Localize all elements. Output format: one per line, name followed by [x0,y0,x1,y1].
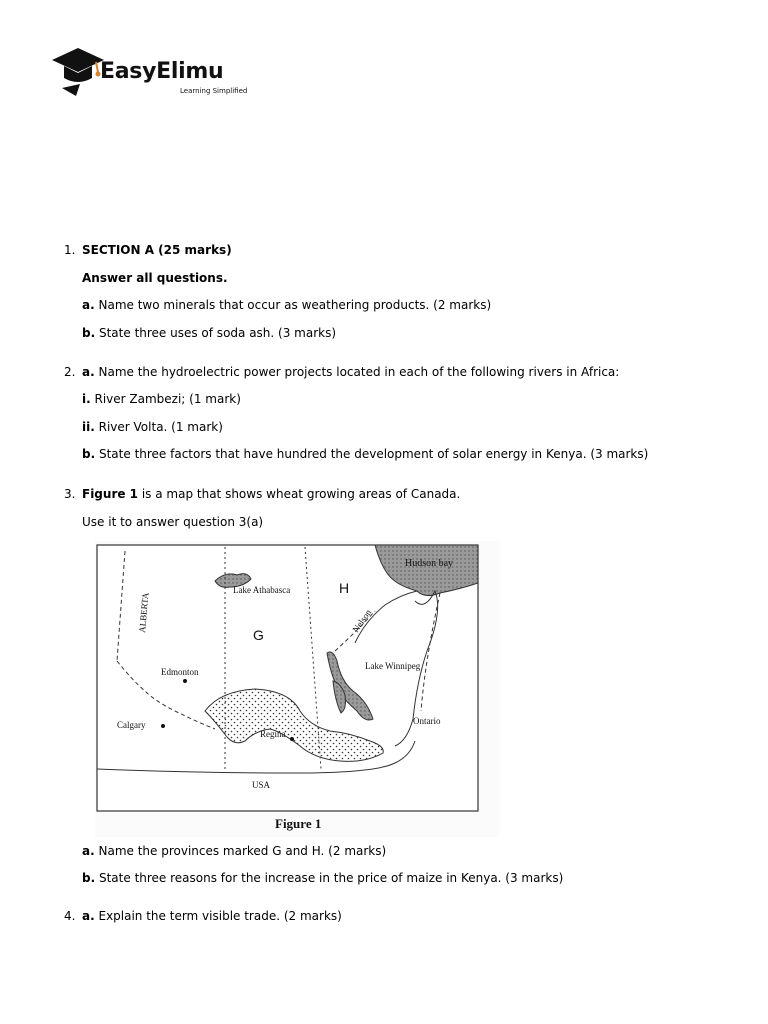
map-label-alberta: ALBERTA [137,592,151,634]
question-number: 3. [64,487,76,501]
question-3b: b. State three reasons for the increase in the price of maize in Kenya. (3 marks) [82,871,564,885]
map-label-hudson: Hudson bay [405,558,454,569]
section-heading: SECTION A (25 marks) [82,243,232,257]
question-number: 2. [64,365,76,379]
instruction: Answer all questions. [82,271,228,285]
brand-tagline: Learning Simplified [180,87,248,95]
map-label-regina: Regina [260,729,286,739]
question-2b: b. State three factors that have hundred the development of solar energy in Kenya. (3 marks) [82,447,649,461]
question-number: 4. [64,909,76,923]
map-label-edmonton: Edmonton [161,667,199,677]
question-number: 1. [64,243,76,257]
brand-logo [50,44,250,100]
map-label-athabasca: Lake Athabasca [233,585,291,595]
map-label-calgary: Calgary [117,720,146,730]
brand-name: EasyElimu [100,59,224,84]
map-label-h: H [339,580,350,596]
map-label-ontario: Ontario [413,716,441,726]
figure-caption: Figure 1 [275,816,322,831]
map-label-nelson: Nelson [350,607,374,635]
question-3a: a. Name the provinces marked G and H. (2 marks) [82,844,387,858]
question-1b: b. State three uses of soda ash. (3 marks) [82,326,337,340]
question-3-intro: Figure 1 is a map that shows wheat growing areas of Canada. [82,487,461,501]
question-4a: a. Explain the term visible trade. (2 marks) [82,909,342,923]
map-label-winnipeg: Lake Winnipeg [365,661,421,671]
graduation-cap-icon [50,44,106,100]
question-2a-ii: ii. River Volta. (1 mark) [82,420,223,434]
question-3-use: Use it to answer question 3(a) [82,515,264,529]
map-label-g: G [253,627,264,643]
question-1a: a. Name two minerals that occur as weathering products. (2 marks) [82,298,492,312]
question-2a-i: i. River Zambezi; (1 mark) [82,392,241,406]
canada-wheat-map [95,541,499,837]
map-label-usa: USA [252,780,271,790]
question-2a: a. Name the hydroelectric power projects located in each of the following rivers in Africa: [82,365,620,379]
